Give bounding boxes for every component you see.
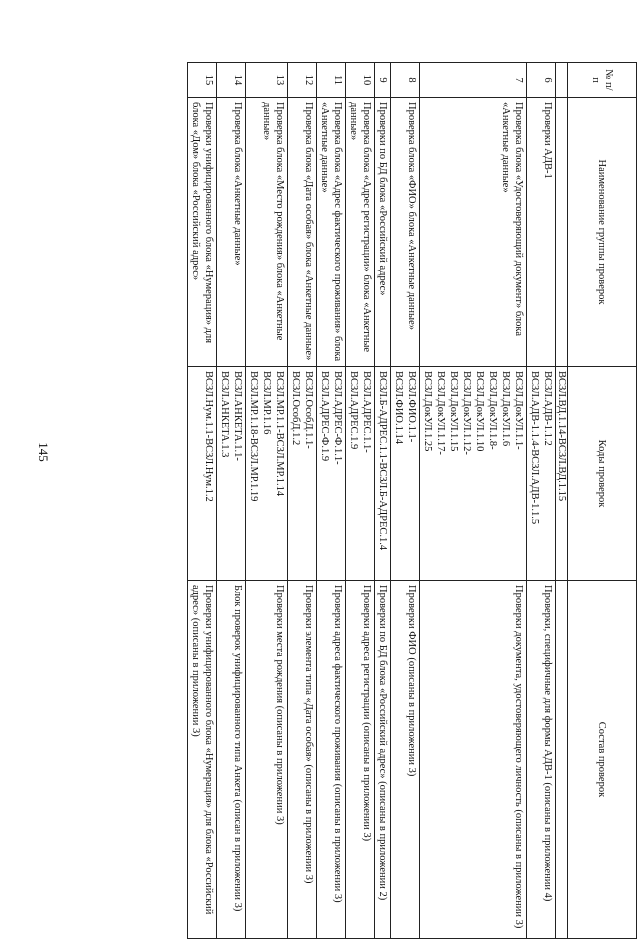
cell-composition: Проверки, специфичные для формы АДВ-1 (описаны в приложении 4) bbox=[527, 581, 556, 939]
cell-num: 14 bbox=[217, 63, 246, 98]
cell-composition: Проверки по БД блока «Российский адрес» (описаны в приложении 2) bbox=[375, 581, 391, 939]
cell-composition: Проверки элемента типа «Дата особая» (описаны в приложении 3) bbox=[288, 581, 317, 939]
cell-name: Проверки АДВ-1 bbox=[527, 98, 556, 367]
cell-codes bbox=[217, 367, 246, 581]
cell-num: 10 bbox=[346, 63, 375, 98]
code-line: ВСЗЛ.АНКЕТА.1.3 bbox=[219, 371, 230, 458]
code-line: ВСЗЛ.ДокУЛ.1.17- bbox=[435, 371, 446, 455]
table-row bbox=[346, 63, 375, 939]
table-body bbox=[188, 63, 568, 939]
cell-codes bbox=[375, 367, 391, 581]
cell-codes bbox=[288, 367, 317, 581]
cell-composition: Проверки документа, удостоверяющего личность (описаны в приложении 3) bbox=[420, 581, 527, 939]
cell-name: Проверка блока «Адрес регистрации» блока «Анкетные данные» bbox=[346, 98, 375, 367]
cell-codes bbox=[391, 367, 420, 581]
table-row bbox=[188, 63, 217, 939]
cell-num: 13 bbox=[246, 63, 288, 98]
code-line: ВСЗЛ.ДокУЛ.1.12- bbox=[461, 371, 472, 455]
table-row bbox=[391, 63, 420, 939]
cell-name: Проверка блока «Адрес фактического проживания» блока «Анкетные данные» bbox=[317, 98, 346, 367]
code-line: ВСЗЛ.АДВ-1.1.4-ВСЗЛ.АДВ-1.1.5 bbox=[529, 371, 540, 525]
table-row bbox=[246, 63, 288, 939]
code-line: ВСЗЛ.ФИО.1.14 bbox=[393, 371, 404, 445]
cell-codes bbox=[246, 367, 288, 581]
code-line: ВСЗЛ.АДРЕС.1.9 bbox=[348, 371, 359, 450]
cell-name: Проверка блока «Место рождения» блока «Анкетные данные» bbox=[246, 98, 288, 367]
code-line: ВСЗЛ.Б-АДРЕС.1.1-ВСЗЛ.Б-АДРЕС.1.4 bbox=[377, 371, 388, 551]
cell-name bbox=[556, 98, 568, 367]
code-line: ВСЗЛ.АДРЕС-Ф.1.9 bbox=[319, 371, 330, 462]
header-codes: Коды проверок bbox=[568, 367, 637, 581]
cell-composition: Блок проверок унифицированного типа Анкета (описан в приложении 3) bbox=[217, 581, 246, 939]
code-line: ВСЗЛ.ФИО.1.1- bbox=[406, 371, 417, 443]
cell-num: 9 bbox=[375, 63, 391, 98]
cell-composition: Проверки адреса фактического проживания (описаны в приложении 3) bbox=[317, 581, 346, 939]
cell-name: Проверки по БД блока «Российский адрес» bbox=[375, 98, 391, 367]
cell-name: Проверки унифицированного блока «Нумерация» для блока «Дом» блока «Российский адрес» bbox=[188, 98, 217, 367]
code-line: ВСЗЛ.ОсобД.1.2 bbox=[290, 371, 301, 446]
code-line: ВСЗЛ.ДокУЛ.1.15 bbox=[448, 371, 459, 452]
code-line: ВСЗЛ.ДокУЛ.1.6 bbox=[500, 371, 511, 447]
table-row bbox=[420, 63, 527, 939]
code-line: ВСЗЛ.ОсобД.1.1- bbox=[303, 371, 314, 449]
code-line: ВСЗЛ.ДокУЛ.1.25 bbox=[422, 371, 433, 452]
cell-num: 12 bbox=[288, 63, 317, 98]
cell-num: 7 bbox=[420, 63, 527, 98]
cell-composition bbox=[556, 581, 568, 939]
code-line: ВСЗЛ.ДокУЛ.1.10 bbox=[474, 371, 485, 452]
cell-num: 11 bbox=[317, 63, 346, 98]
code-line: ВСЗЛ.АДРЕС.1.1- bbox=[361, 371, 372, 453]
cell-num: 8 bbox=[391, 63, 420, 98]
header-num: № п/п bbox=[568, 63, 637, 98]
cell-composition: Проверки места рождения (описаны в приложении 3) bbox=[246, 581, 288, 939]
table-row bbox=[217, 63, 246, 939]
cell-name: Проверка блока «ФИО» блока «Анкетные данные» bbox=[391, 98, 420, 367]
header-name: Наименование группы проверок bbox=[568, 98, 637, 367]
cell-codes bbox=[317, 367, 346, 581]
code-line: ВСЗЛ.Нум.1.1-ВСЗЛ.Нум.1.2 bbox=[203, 371, 214, 502]
cell-codes bbox=[527, 367, 556, 581]
code-line: ВСЗЛ.АДВ-1.1.2 bbox=[542, 371, 553, 446]
cell-name: Проверка блока «Анкетные данные» bbox=[217, 98, 246, 367]
header-row bbox=[568, 63, 637, 939]
cell-codes bbox=[346, 367, 375, 581]
header-composition: Состав проверок bbox=[568, 581, 637, 939]
table-row bbox=[527, 63, 556, 939]
cell-name: Проверка блока «Удостоверяющий документ» блока «Анкетные данные» bbox=[420, 98, 527, 367]
cell-composition: Проверки адреса регистрации (описаны в приложении 3) bbox=[346, 581, 375, 939]
code-line: ВСЗЛ.ДокУЛ.1.1- bbox=[513, 371, 524, 450]
code-line: ВСЗЛ.АДРЕС-Ф.1.1- bbox=[332, 371, 343, 465]
cell-composition: Проверки унифицированного блока «Нумерация» для блока «Российский адрес» (описаны в приложении 3) bbox=[188, 581, 217, 939]
cell-num: 6 bbox=[527, 63, 556, 98]
code-line: ВСЗЛ.МР.1.18-ВСЗЛ.МР.1.19 bbox=[248, 371, 259, 502]
cell-codes: ВСЗЛ.ВД.1.14-ВСЗЛ.ВД.1.15 bbox=[556, 367, 568, 581]
cell-codes bbox=[420, 367, 527, 581]
cell-name: Проверка блока «Дата особая» блока «Анкетные данные» bbox=[288, 98, 317, 367]
cell-composition: Проверки ФИО (описаны в приложении 3) bbox=[391, 581, 420, 939]
table-row bbox=[375, 63, 391, 939]
cell-num bbox=[556, 63, 568, 98]
table-row bbox=[317, 63, 346, 939]
page-number: 145 bbox=[36, 442, 51, 462]
cell-num: 15 bbox=[188, 63, 217, 98]
rotated-table-container bbox=[85, 62, 637, 929]
code-line: ВСЗЛ.ДокУЛ.1.8- bbox=[487, 371, 498, 450]
cell-codes bbox=[188, 367, 217, 581]
table-header bbox=[568, 63, 637, 939]
code-line: ВСЗЛ.МР.1.16 bbox=[261, 371, 272, 435]
code-line: ВСЗЛ.АНКЕТА.1.1- bbox=[232, 371, 243, 461]
code-line: ВСЗЛ.МР.1.1-ВСЗЛ.МР.1.14 bbox=[274, 371, 285, 497]
table-row bbox=[288, 63, 317, 939]
checks-table bbox=[187, 62, 637, 939]
table-row-continued bbox=[556, 63, 568, 939]
